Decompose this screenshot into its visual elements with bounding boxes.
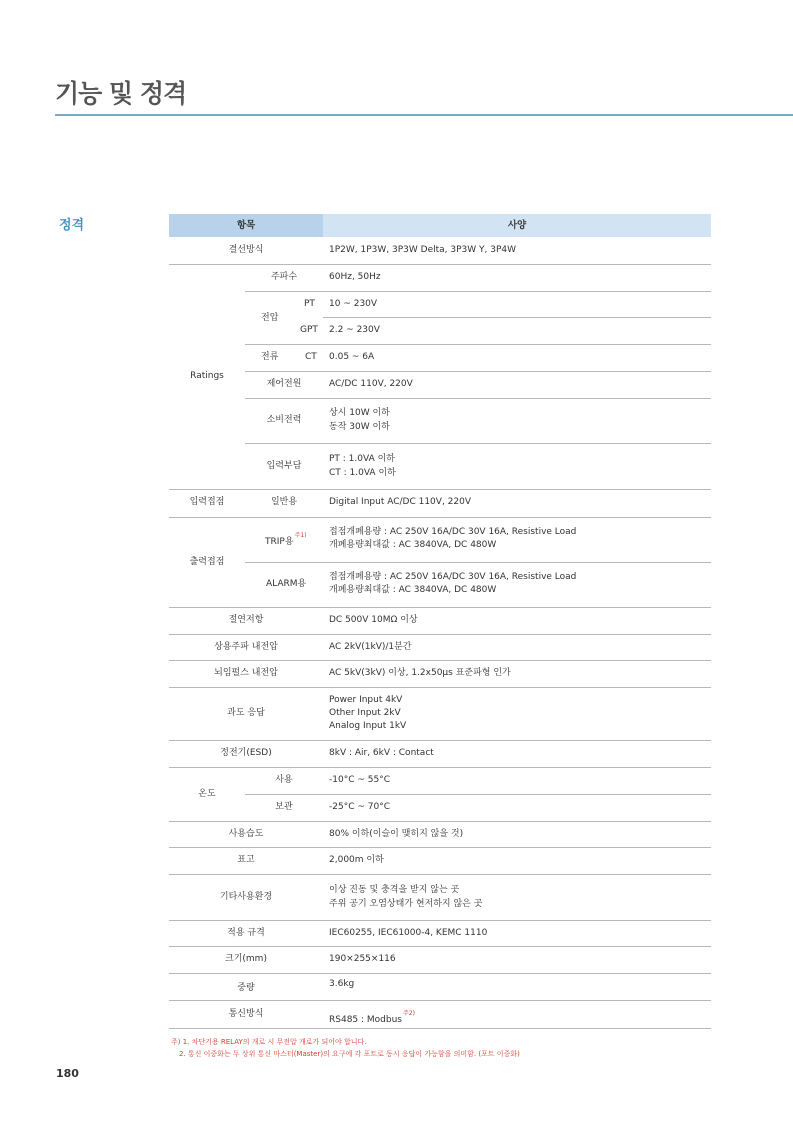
- humidity-value: 80% 이하(이슬이 맺히지 않을 것): [329, 829, 464, 839]
- insulation-value: DC 500V 10MΩ 이상: [329, 615, 418, 625]
- row-divider: [245, 794, 711, 795]
- row-divider: [169, 607, 711, 608]
- alarm-label: ALARM용: [266, 579, 307, 589]
- title-rule: [55, 114, 793, 116]
- power-freq-value: AC 2kV(1kV)/1분간: [329, 642, 412, 652]
- trip-line1: 접점개폐용량 : AC 250V 16A/DC 30V 16A, Resistive Load: [329, 527, 577, 537]
- altitude-value: 2,000m 이하: [329, 855, 384, 865]
- footnotes: [171, 1036, 520, 1060]
- size-label: 크기(mm): [225, 954, 267, 964]
- surge-label: 과도 응답: [227, 708, 265, 718]
- insulation-label: 절연저항: [228, 615, 264, 625]
- row-divider: [169, 1000, 711, 1001]
- voltage-gpt-label: GPT: [300, 325, 318, 335]
- row-divider: [169, 517, 711, 518]
- row-divider: [169, 634, 711, 635]
- voltage-pt-label: PT: [304, 299, 315, 309]
- input-contact-value: Digital Input AC/DC 110V, 220V: [329, 497, 471, 507]
- esd-value: 8kV : Air, 6kV : Contact: [329, 748, 434, 758]
- burden-line2: CT : 1.0VA 이하: [329, 468, 396, 478]
- row-divider: [169, 973, 711, 974]
- row-divider: [169, 660, 711, 661]
- wiring-value: 1P2W, 1P3W, 3P3W Delta, 3P3W Y, 3P4W: [329, 245, 517, 255]
- row-divider: [169, 920, 711, 921]
- row-divider: [169, 847, 711, 848]
- frequency-value: 60Hz, 50Hz: [329, 272, 381, 282]
- row-divider: [245, 398, 711, 399]
- output-contact-group-label: 출력접점: [189, 557, 225, 567]
- row-divider: [169, 821, 711, 822]
- current-ct-label: CT: [305, 352, 317, 362]
- row-divider: [245, 344, 711, 345]
- impulse-label: 뇌임펄스 내전압: [214, 668, 278, 678]
- standards-value: IEC60255, IEC61000-4, KEMC 1110: [329, 928, 488, 938]
- trip-line2: 개폐용량최대값 : AC 3840VA, DC 480W: [329, 540, 497, 550]
- temperature-storage-value: -25°C ~ 70°C: [329, 802, 390, 812]
- temperature-storage-label: 보관: [275, 802, 293, 812]
- page-title: 기능 및 정격: [55, 79, 187, 108]
- row-divider: [169, 874, 711, 875]
- row-divider: [169, 489, 711, 490]
- temperature-use-value: -10°C ~ 55°C: [329, 775, 390, 785]
- temperature-group-label: 온도: [198, 789, 216, 799]
- footnote-1: 주) 1. 차단기용 RELAY의 개로 시 무전압 개로가 되어야 합니다.: [171, 1038, 367, 1046]
- header-item-label: 항목: [236, 220, 256, 231]
- humidity-label: 사용습도: [228, 829, 264, 839]
- row-divider: [169, 767, 711, 768]
- row-divider: [169, 740, 711, 741]
- row-divider: [245, 291, 711, 292]
- wiring-label: 결선방식: [228, 245, 264, 255]
- environment-line1: 이상 진동 및 충격을 받지 않는 곳: [329, 885, 460, 895]
- environment-label: 기타사용환경: [219, 892, 273, 902]
- size-value: 190×255×116: [329, 954, 396, 964]
- trip-label: TRIP용$^{주1)}$: [265, 532, 307, 547]
- ratings-group-label: Ratings: [190, 371, 224, 381]
- row-divider: [245, 371, 711, 372]
- row-divider: [169, 264, 711, 265]
- header-spec-label: 사양: [507, 220, 527, 231]
- consumption-label: 소비전력: [266, 415, 302, 425]
- burden-line1: PT : 1.0VA 이하: [329, 454, 395, 464]
- row-divider: [169, 1028, 711, 1029]
- surge-line1: Power Input 4kV: [329, 695, 403, 705]
- temperature-use-label: 사용: [275, 775, 293, 785]
- surge-line3: Analog Input 1kV: [329, 721, 407, 731]
- voltage-label: 전압: [261, 313, 279, 323]
- comm-note: 주2): [403, 1010, 415, 1017]
- weight-label: 중량: [237, 983, 255, 993]
- row-divider: [169, 946, 711, 947]
- frequency-label: 주파수: [270, 272, 298, 282]
- current-value: 0.05 ~ 6A: [329, 352, 375, 362]
- consumption-line2: 동작 30W 이하: [329, 422, 390, 432]
- page-number: 180: [56, 1067, 79, 1080]
- comm-value: RS485 : Modbus$^{주2)}$: [329, 1010, 415, 1025]
- control-power-value: AC/DC 110V, 220V: [329, 379, 413, 389]
- voltage-gpt-value: 2.2 ~ 230V: [329, 325, 380, 335]
- current-label: 전류: [261, 352, 279, 362]
- alarm-line2: 개폐용량최대값 : AC 3840VA, DC 480W: [329, 585, 497, 595]
- esd-label: 정전기(ESD): [220, 748, 272, 758]
- section-label: 정격: [59, 218, 85, 233]
- power-freq-label: 상용주파 내전압: [214, 642, 278, 652]
- row-divider: [245, 562, 711, 563]
- weight-value: 3.6kg: [329, 979, 355, 989]
- comm-label: 통신방식: [228, 1009, 264, 1019]
- burden-label: 입력부담: [266, 461, 302, 471]
- row-divider: [169, 687, 711, 688]
- consumption-line1: 상시 10W 이하: [329, 408, 390, 418]
- alarm-line1: 접점개폐용량 : AC 250V 16A/DC 30V 16A, Resistive Load: [329, 572, 577, 582]
- environment-line2: 주위 공기 오염상태가 현저하지 않은 곳: [329, 899, 483, 909]
- control-power-label: 제어전원: [266, 379, 302, 389]
- altitude-label: 표고: [237, 855, 255, 865]
- row-divider: [323, 317, 711, 318]
- standards-label: 적용 규격: [227, 928, 265, 938]
- input-contact-label: 일반용: [270, 497, 298, 507]
- impulse-value: AC 5kV(3kV) 이상, 1.2x50μs 표준파형 인가: [329, 668, 511, 678]
- footnote-2: 2. 통신 이중화는 두 상위 통신 마스터(Master)의 요구에 각 포트로 동시 응답이 가능함을 의미함. (포트 이중화): [179, 1050, 520, 1058]
- trip-note: 주1): [294, 532, 307, 539]
- input-contact-group-label: 입력접점: [189, 497, 225, 507]
- surge-line2: Other Input 2kV: [329, 708, 401, 718]
- voltage-pt-value: 10 ~ 230V: [329, 299, 378, 309]
- row-divider: [245, 443, 711, 444]
